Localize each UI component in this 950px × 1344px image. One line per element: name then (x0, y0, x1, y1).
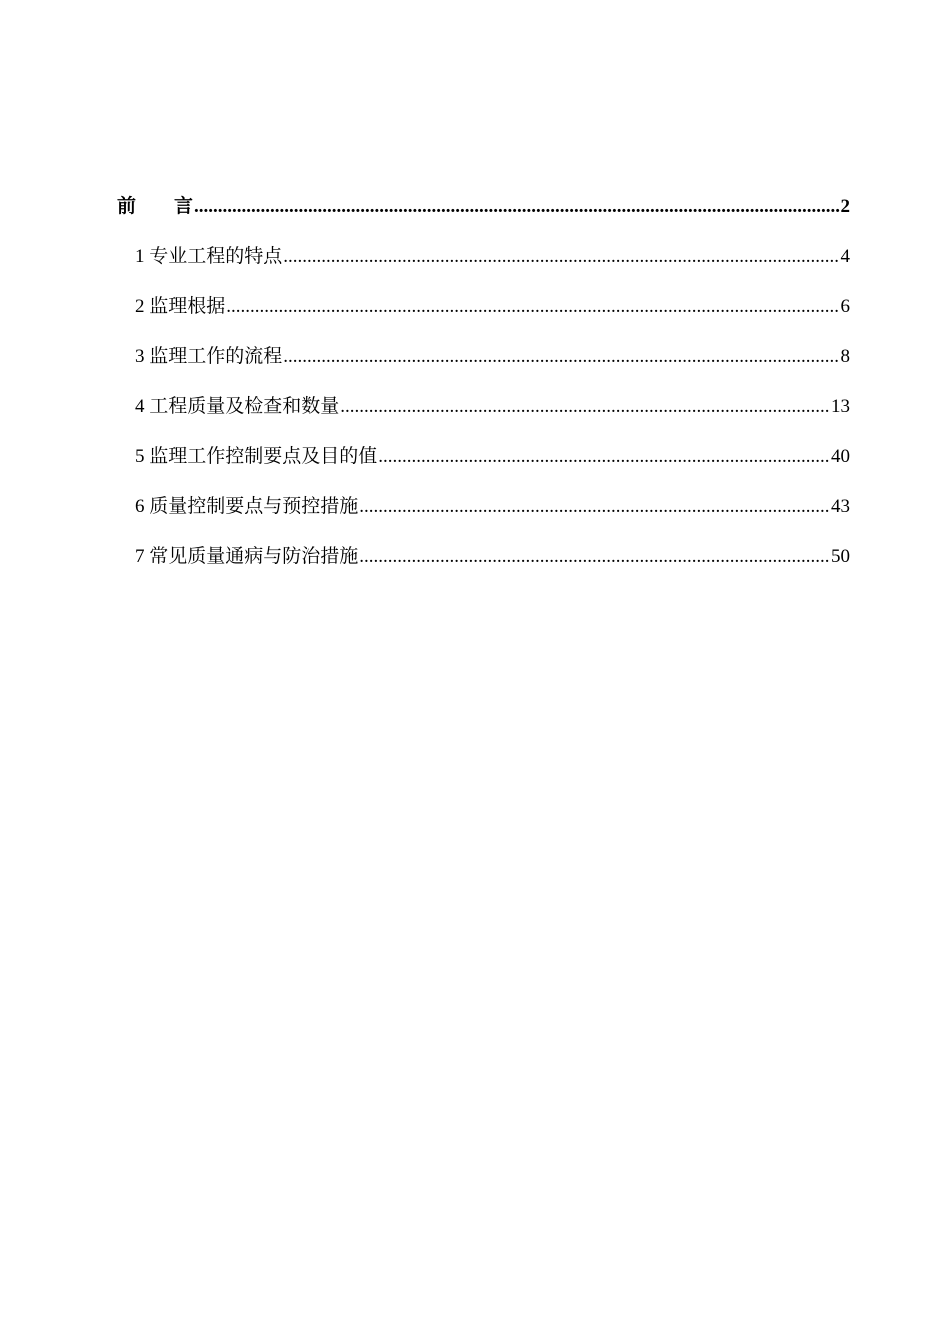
toc-page-number: 8 (840, 346, 850, 367)
toc-entry-label: 前 言 (117, 196, 194, 217)
toc-page-number: 2 (840, 196, 850, 217)
toc-dot-leader (283, 245, 839, 269)
toc-page-number: 40 (831, 446, 850, 467)
toc-page-number: 6 (840, 296, 850, 317)
toc-entry-label: 1 专业工程的特点 (135, 246, 283, 267)
toc-entry-label: 3 监理工作的流程 (135, 346, 283, 367)
toc-dot-leader (359, 495, 830, 519)
toc-page-number: 4 (840, 246, 850, 267)
toc-entry-2[interactable] (135, 295, 850, 319)
toc-entry-5[interactable] (135, 445, 850, 469)
toc-entry-3[interactable] (135, 345, 850, 369)
toc-page-number: 50 (831, 546, 850, 567)
toc-dot-leader (359, 545, 830, 569)
toc-entry-6[interactable] (135, 495, 850, 519)
toc-entry-label: 5 监理工作控制要点及目的值 (135, 446, 378, 467)
toc-dot-leader (226, 295, 839, 319)
toc-dot-leader (378, 445, 830, 469)
toc-dot-leader (340, 395, 830, 419)
toc-entry-7[interactable] (135, 545, 850, 569)
toc-entry-preface[interactable] (117, 195, 850, 219)
toc-dot-leader (283, 345, 839, 369)
toc-dot-leader (194, 195, 839, 219)
toc-entry-label: 6 质量控制要点与预控措施 (135, 496, 359, 517)
toc-page-number: 13 (831, 396, 850, 417)
toc-entry-1[interactable] (135, 245, 850, 269)
toc-entry-label: 7 常见质量通病与防治措施 (135, 546, 359, 567)
toc-entry-label: 2 监理根据 (135, 296, 226, 317)
toc-page-number: 43 (831, 496, 850, 517)
toc-entry-4[interactable] (135, 395, 850, 419)
toc-entry-label: 4 工程质量及检查和数量 (135, 396, 340, 417)
